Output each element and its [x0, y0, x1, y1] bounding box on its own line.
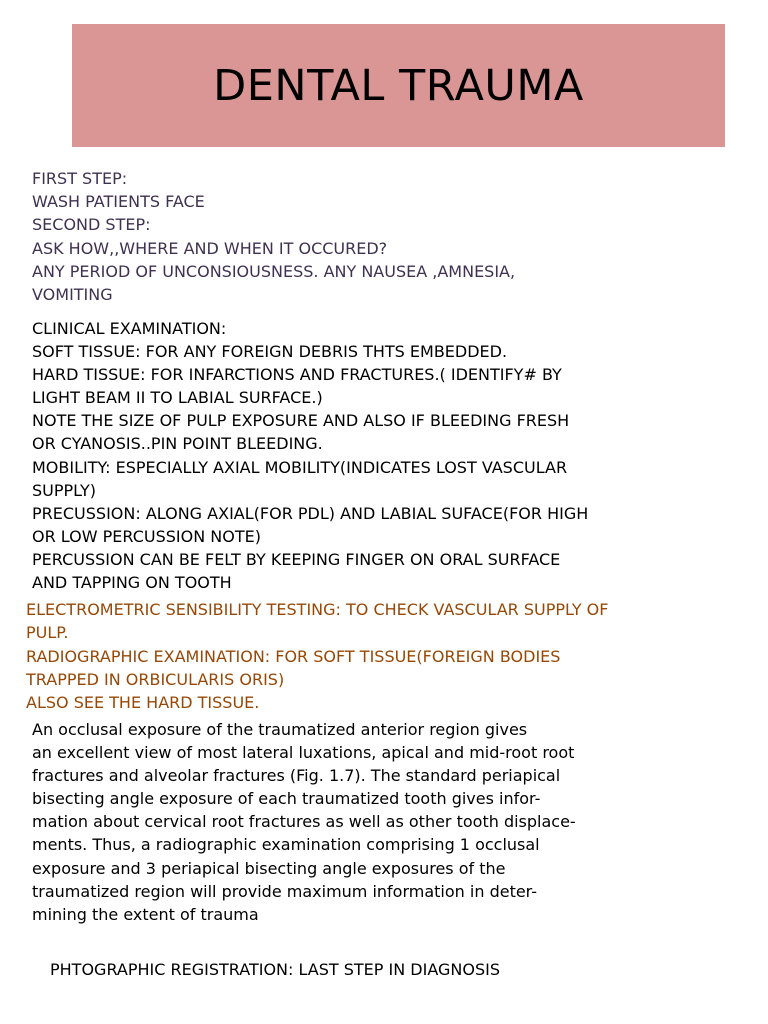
title-banner	[72, 24, 725, 147]
paragraph-line: mining the extent of trauma	[32, 904, 259, 924]
clinical-line: PERCUSSION CAN BE FELT BY KEEPING FINGER ON ORAL SURFACE	[32, 549, 561, 569]
clinical-examination-block	[32, 317, 732, 593]
electro-line: PULP.	[26, 623, 69, 643]
clinical-line: CLINICAL EXAMINATION:	[32, 319, 227, 338]
clinical-line: SUPPLY)	[32, 480, 96, 500]
clinical-line: MOBILITY: ESPECIALLY AXIAL MOBILITY(INDICATES LOST VASCULAR	[32, 457, 568, 477]
clinical-line: SOFT TISSUE: FOR ANY FOREIGN DEBRIS THTS EMBEDDED.	[32, 342, 508, 362]
clinical-line: LIGHT BEAM II TO LABIAL SURFACE.)	[32, 388, 323, 408]
electro-line: ALSO SEE THE HARD TISSUE.	[26, 693, 260, 713]
paragraph-line: An occlusal exposure of the traumatized anterior region gives	[32, 720, 528, 739]
steps-line: ANY PERIOD OF UNCONSIOUSNESS. ANY NAUSEA ,AMNESIA,	[32, 261, 516, 281]
steps-line: VOMITING	[32, 285, 113, 305]
occlusal-exposure-paragraph	[32, 718, 576, 926]
paragraph-line: traumatized region will provide maximum information in deter-	[32, 881, 538, 901]
photographic-registration-note: PHTOGRAPHIC REGISTRATION: LAST STEP IN DIAGNOSIS	[50, 960, 500, 979]
steps-line: WASH PATIENTS FACE	[32, 192, 205, 212]
clinical-line: OR LOW PERCUSSION NOTE)	[32, 526, 261, 546]
paragraph-line: fractures and alveolar fractures (Fig. 1.7). The standard periapical	[32, 766, 561, 786]
page-title: DENTAL TRAUMA	[213, 60, 584, 111]
electro-line: TRAPPED IN ORBICULARIS ORIS)	[26, 669, 285, 689]
electro-line: ELECTROMETRIC SENSIBILITY TESTING: TO CHECK VASCULAR SUPPLY OF	[26, 600, 609, 619]
clinical-line: OR CYANOSIS..PIN POINT BLEEDING.	[32, 434, 323, 454]
paragraph-line: ments. Thus, a radiographic examination comprising 1 occlusal	[32, 835, 540, 855]
paragraph-line: bisecting angle exposure of each traumatized tooth gives infor-	[32, 789, 541, 809]
clinical-line: NOTE THE SIZE OF PULP EXPOSURE AND ALSO IF BLEEDING FRESH	[32, 411, 570, 431]
steps-line: FIRST STEP:	[32, 169, 128, 188]
clinical-line: AND TAPPING ON TOOTH	[32, 573, 232, 593]
electrometric-block	[26, 598, 608, 714]
steps-line: ASK HOW,,WHERE AND WHEN IT OCCURED?	[32, 238, 388, 258]
paragraph-line: mation about cervical root fractures as well as other tooth displace-	[32, 812, 576, 832]
paragraph-line: an excellent view of most lateral luxations, apical and mid-root root	[32, 743, 575, 763]
electro-line: RADIOGRAPHIC EXAMINATION: FOR SOFT TISSUE(FOREIGN BODIES	[26, 646, 561, 666]
clinical-line: HARD TISSUE: FOR INFARCTIONS AND FRACTURES.( IDENTIFY# BY	[32, 365, 562, 385]
steps-block	[32, 167, 515, 306]
steps-line: SECOND STEP:	[32, 215, 151, 235]
paragraph-line: exposure and 3 periapical bisecting angle exposures of the	[32, 858, 506, 878]
clinical-line: PRECUSSION: ALONG AXIAL(FOR PDL) AND LABIAL SUFACE(FOR HIGH	[32, 503, 589, 523]
